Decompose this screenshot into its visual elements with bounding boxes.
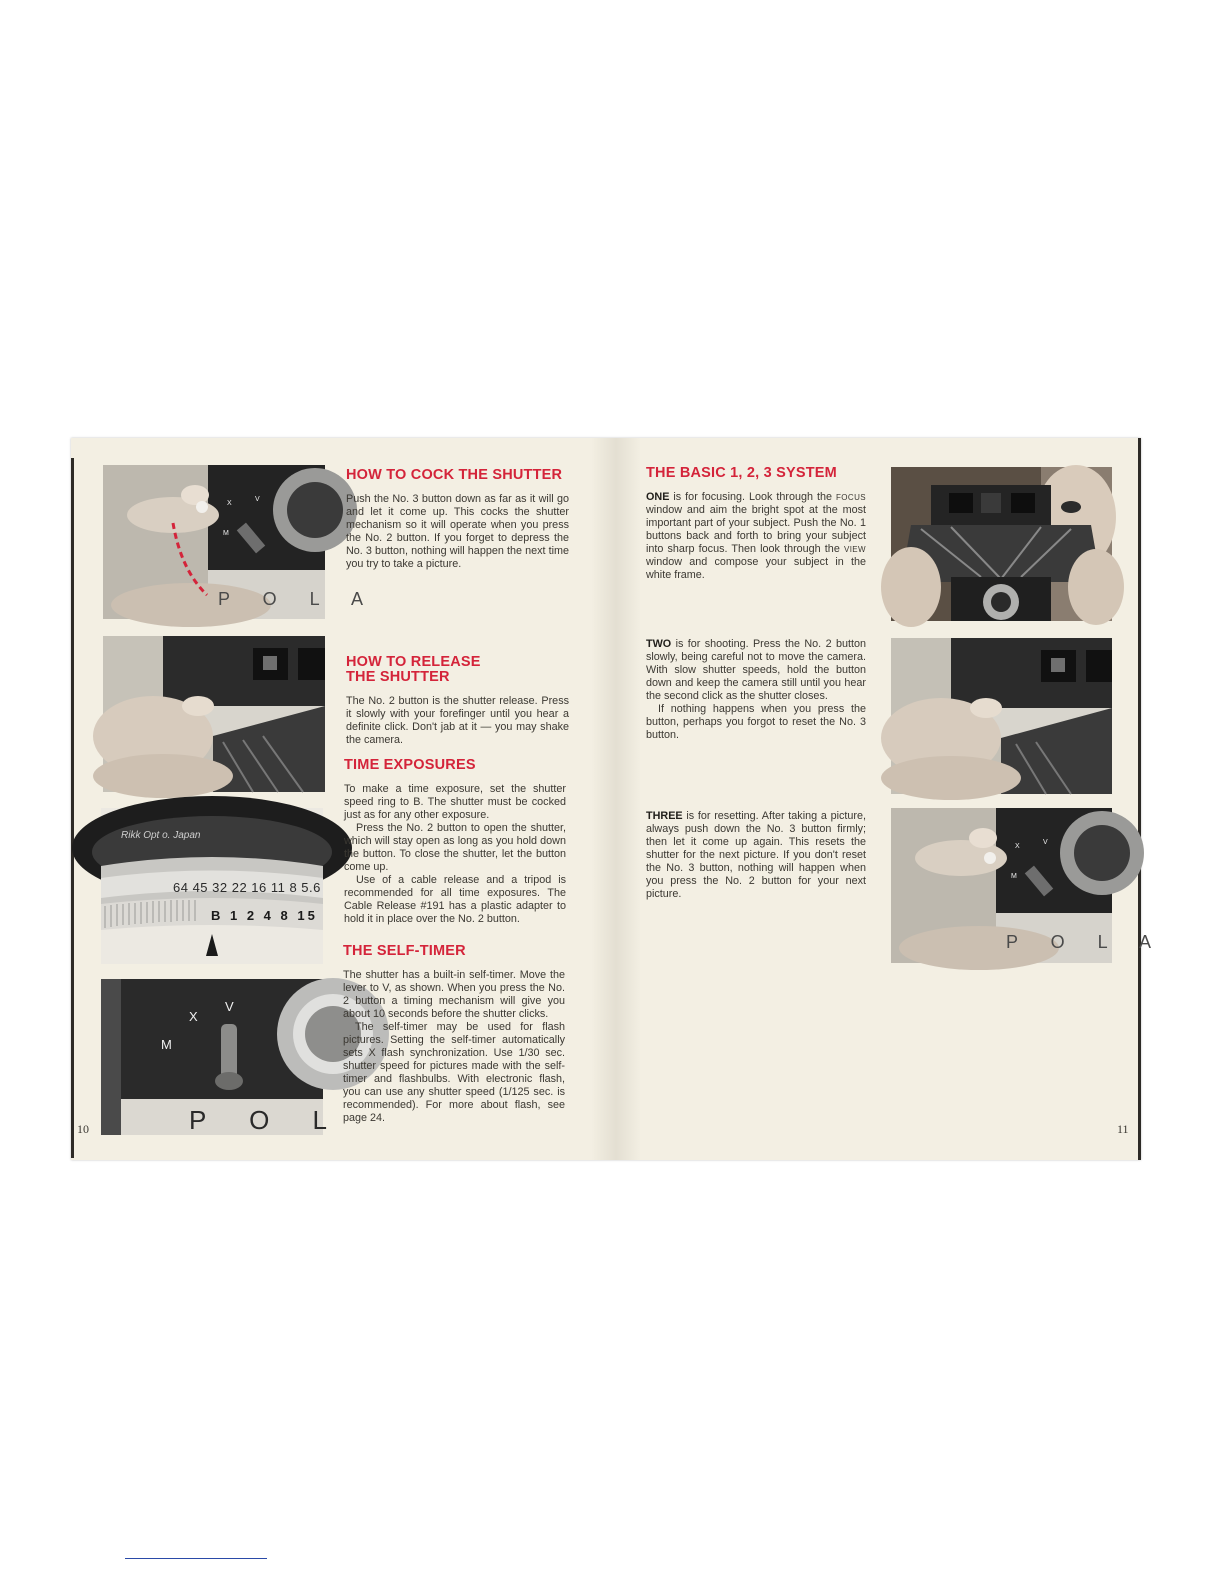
text-cock-shutter: Push the No. 3 button down as far as it will go and let it come up. This cocks the shutter mechanism so it will operate when you press the No. 2 button. If you forget to depress the No. 3 button, nothing will happen the next time you try to take a picture. bbox=[346, 493, 569, 570]
section-self-timer bbox=[343, 944, 565, 1125]
section-time-exposures bbox=[344, 758, 566, 926]
timer-label-pol: P O L bbox=[189, 1105, 346, 1135]
right-page-edge bbox=[1138, 438, 1141, 1160]
heading-basic-system: THE BASIC 1, 2, 3 SYSTEM bbox=[646, 465, 837, 481]
page-gutter bbox=[591, 438, 641, 1160]
label-two: TWO bbox=[646, 638, 672, 650]
timer-label-v: V bbox=[225, 999, 234, 1014]
text-self-timer-1: The shutter has a built-in self-timer. Move the lever to V, as shown. When you press the No. 2 button a timing mechanism will give you about 10 seconds before the shutter clicks. bbox=[343, 969, 565, 1020]
booklet-spread bbox=[71, 438, 1166, 1160]
text-one-c: window and compose your subject in the white frame. bbox=[646, 556, 866, 581]
aperture-scale: 64 45 32 22 16 11 8 5.6 bbox=[173, 880, 321, 895]
text-three bbox=[646, 810, 866, 901]
left-page-edge bbox=[71, 458, 74, 1158]
photo-self-timer bbox=[101, 979, 346, 1135]
label-one: ONE bbox=[646, 491, 670, 503]
footnote-rule bbox=[125, 1558, 267, 1559]
photo-pressing-button bbox=[891, 638, 1112, 794]
page-number-left: 10 bbox=[77, 1122, 89, 1136]
word-view: VIEW bbox=[843, 545, 866, 554]
text-two-2: If nothing happens when you press the button, perhaps you forgot to reset the No. 3 button. bbox=[646, 703, 866, 741]
photo-label-pola: P O L A bbox=[218, 589, 378, 609]
text-release-shutter: The No. 2 button is the shutter release. Press it slowly with your forefinger until you hear a definite click. Don't jab at it — you may shake the camera. bbox=[346, 695, 569, 746]
heading-self-timer: THE SELF-TIMER bbox=[343, 943, 466, 959]
text-one-b: window and aim the bright spot at the most important part of your subject. Push the No. 1 buttons back and forth to bring your subject into sharp focus. Then look through the bbox=[646, 504, 866, 555]
section-cock-shutter bbox=[346, 468, 569, 571]
photo-resetting bbox=[891, 808, 1166, 963]
section-release-shutter bbox=[346, 655, 569, 747]
timer-label-x: X bbox=[189, 1009, 198, 1024]
photo-label-x: X bbox=[227, 500, 232, 507]
text-time-exposures-1: To make a time exposure, set the shutter speed ring to B. The shutter must be cocked just as for any other exposure. bbox=[344, 783, 566, 821]
section-three bbox=[646, 810, 866, 901]
photo-label-m: M bbox=[223, 530, 229, 537]
speed-scale: B 1 2 4 8 15 bbox=[211, 908, 318, 923]
section-two bbox=[646, 638, 866, 742]
text-one-a: is for focusing. Look through the bbox=[669, 491, 836, 503]
text-three-body: is for resetting. After taking a picture, always push down the No. 3 button firmly; then let it come up again. This resets the shutter for the next picture. If you don't reset the No. 3 button, nothing will happen when you press the No. 2 button for your next picture. bbox=[646, 810, 866, 900]
word-focus: FOCUS bbox=[836, 493, 866, 502]
text-time-exposures-2: Press the No. 2 button to open the shutter, which will stay open as long as you hold down the button. To close the shutter, let the button come up. bbox=[344, 822, 566, 873]
heading-release-shutter bbox=[346, 655, 569, 685]
timer-label-m: M bbox=[161, 1037, 172, 1052]
heading-cock-shutter: HOW TO COCK THE SHUTTER bbox=[346, 467, 563, 483]
text-self-timer-2: The self-timer may be used for flash pictures. Setting the self-timer automatically sets X flash synchronization. Use 1/30 sec. shutter speed for pictures made with the self-timer and flashbulbs. With electronic flash, you can use any shutter speed (1/125 sec. is recommended). For more about flash, see page 24. bbox=[343, 1021, 565, 1124]
photo-cock-shutter bbox=[103, 465, 378, 619]
heading-time-exposures: TIME EXPOSURES bbox=[344, 757, 476, 773]
label-three: THREE bbox=[646, 810, 683, 822]
reset-label-x: X bbox=[1015, 843, 1020, 850]
heading-release-line2: THE SHUTTER bbox=[346, 669, 450, 685]
lens-text: Rikk Opt o. Japan bbox=[121, 830, 201, 841]
photo-label-v: V bbox=[255, 496, 260, 503]
reset-label-pola: P O L A bbox=[1006, 932, 1166, 952]
heading-release-line1: HOW TO RELEASE bbox=[346, 654, 481, 670]
text-time-exposures-3: Use of a cable release and a tripod is recommended for all time exposures. The Cable Release #191 has a plastic adapter to hold it in place over the No. 2 button. bbox=[344, 874, 566, 925]
text-two bbox=[646, 638, 866, 703]
page-number-right: 11 bbox=[1117, 1122, 1129, 1136]
section-basic-system bbox=[646, 466, 866, 582]
reset-label-m: M bbox=[1011, 873, 1017, 880]
text-basic-one bbox=[646, 491, 866, 582]
photo-woman-focusing bbox=[891, 467, 1112, 621]
photo-release-shutter bbox=[103, 636, 325, 792]
photo-speed-ring bbox=[101, 808, 323, 964]
reset-label-v: V bbox=[1043, 839, 1048, 846]
text-two-body: is for shooting. Press the No. 2 button slowly, being careful not to move the camera. With slow shutter speeds, hold the button down and keep the camera still until you hear the second click as the shutter closes. bbox=[646, 638, 866, 702]
